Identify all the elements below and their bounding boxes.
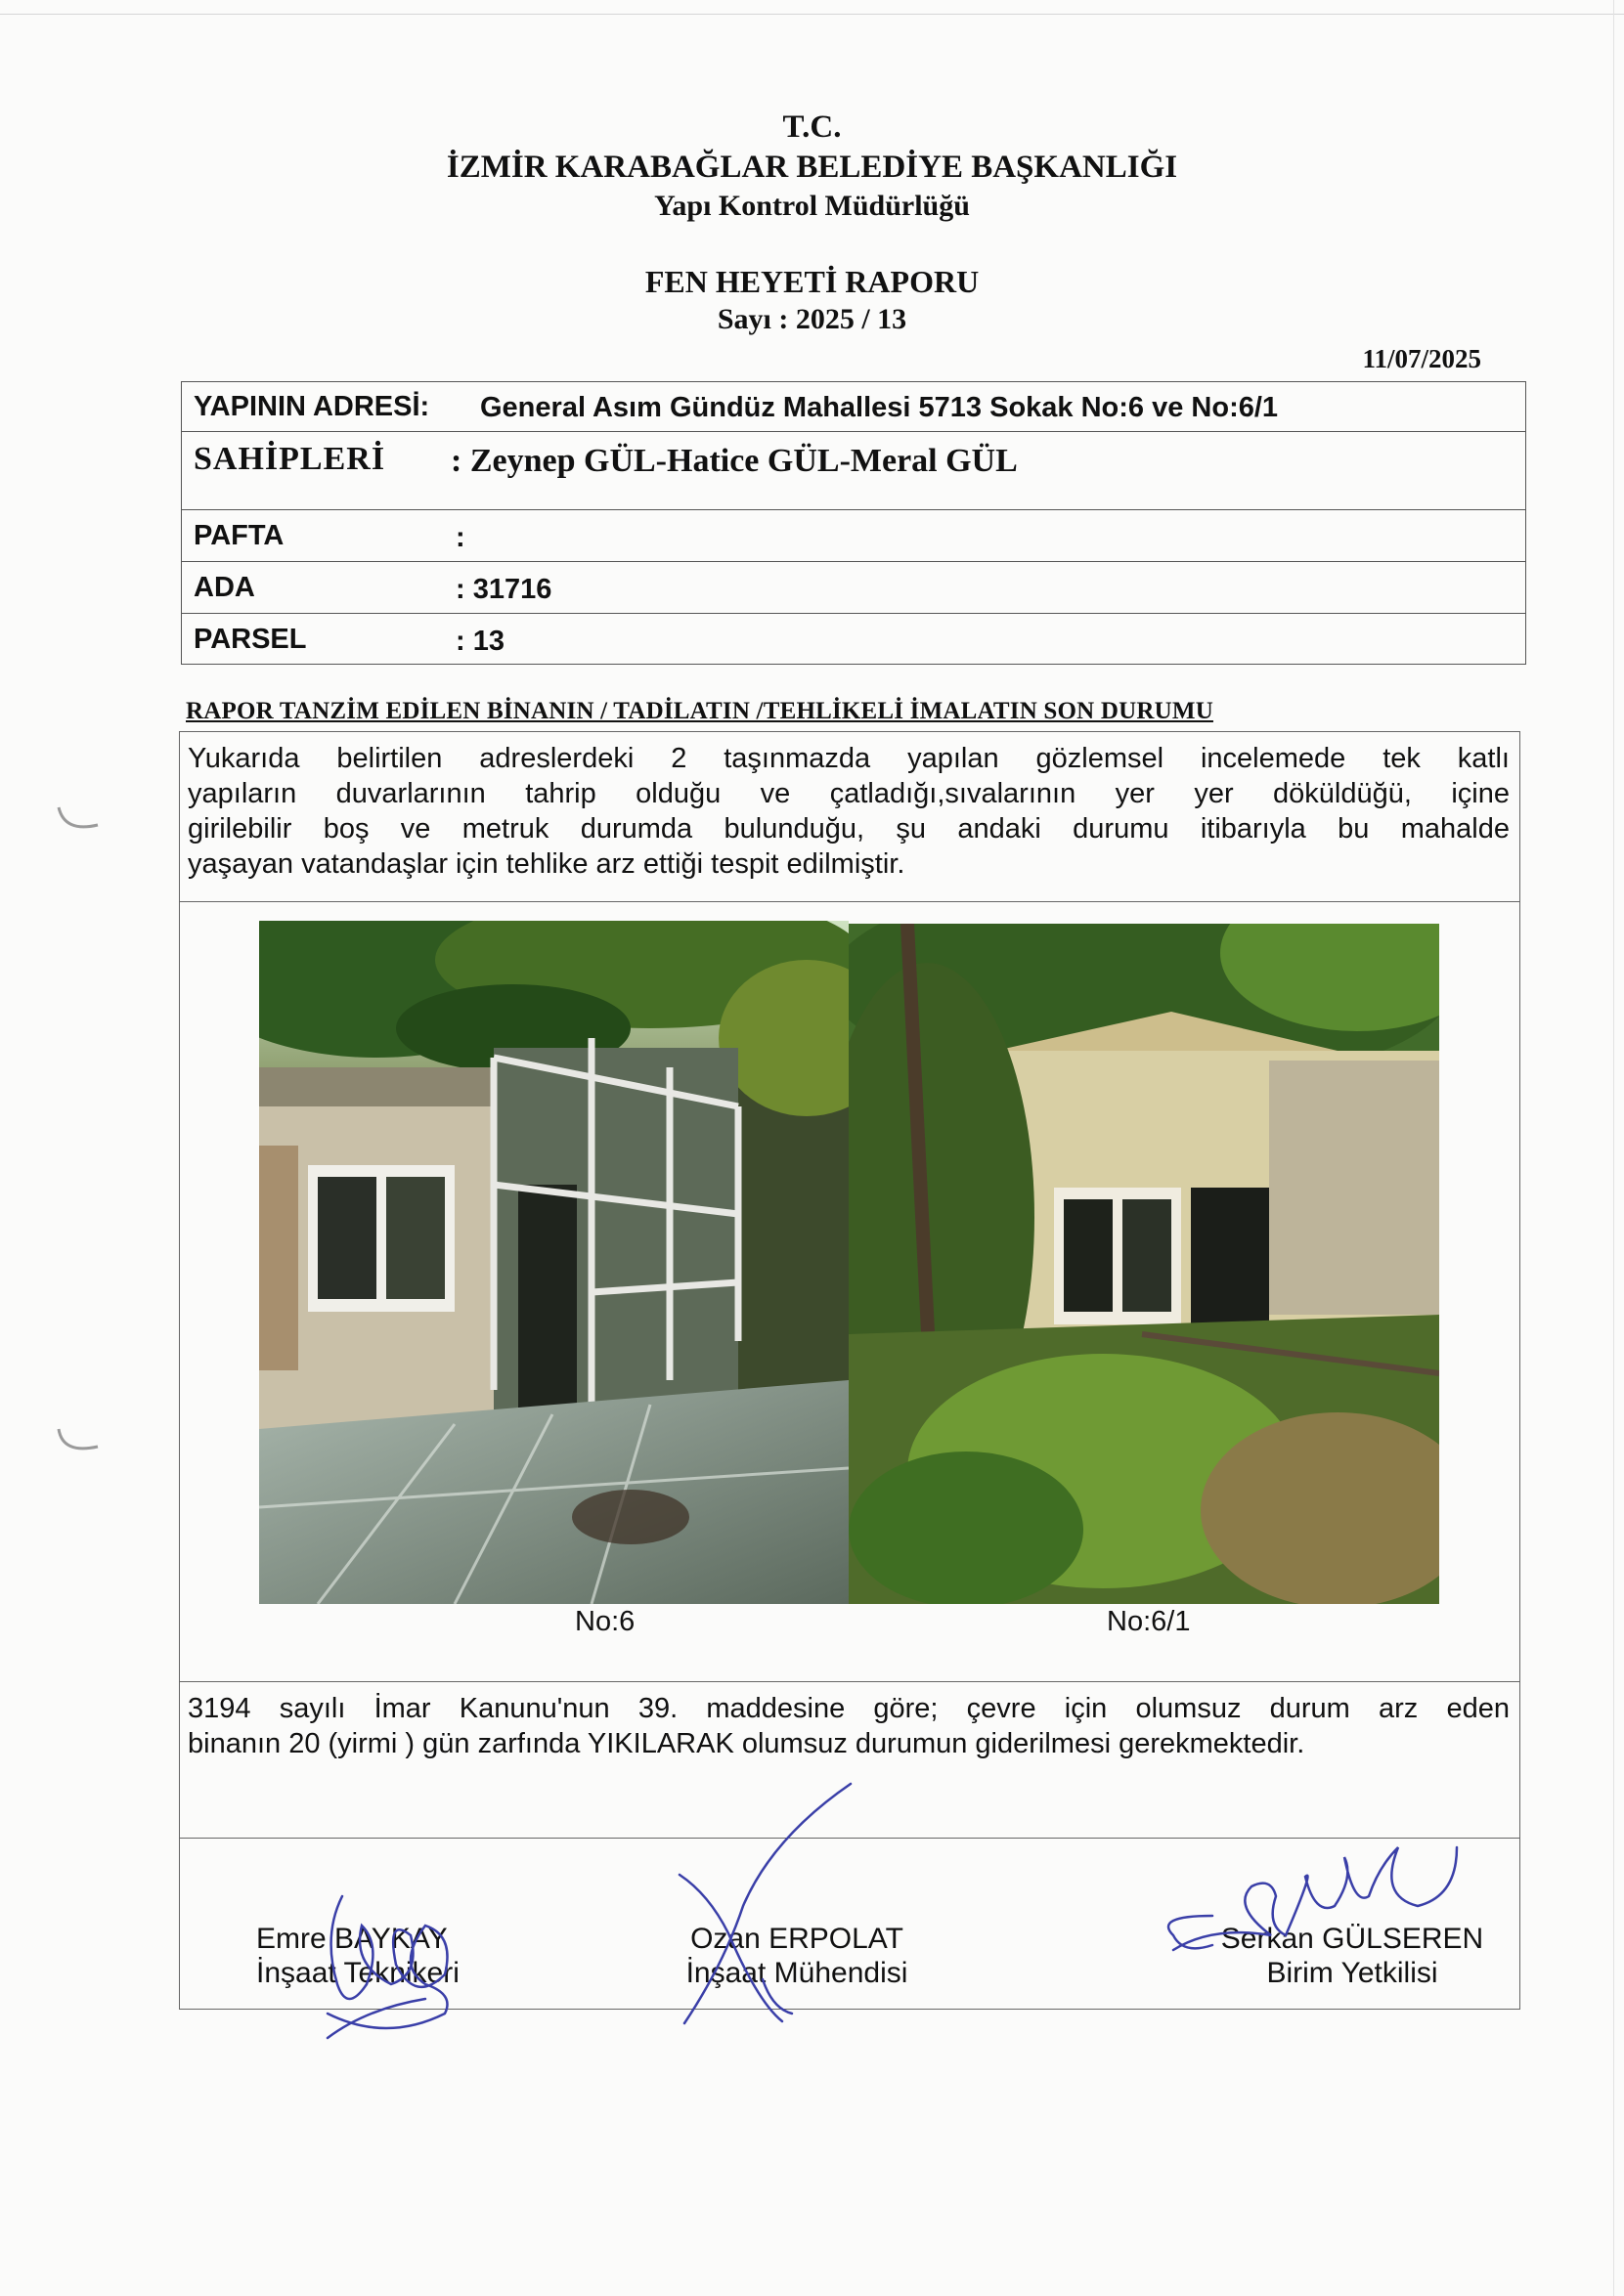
signer-name: Ozan ERPOLAT	[690, 1923, 903, 1955]
header-municipality: İZMİR KARABAĞLAR BELEDİYE BAŞKANLIĞI	[446, 150, 1178, 185]
ada-value: : 31716	[456, 574, 552, 605]
parsel-row	[181, 613, 1526, 665]
photo-building-no6-1	[849, 924, 1439, 1604]
signer-name: Emre BAYKAY	[256, 1923, 448, 1955]
observation-line: yapıların duvarlarının tahrip olduğu ve çatladığı,sıvalarının yer yer döküldüğü, içine	[188, 778, 1510, 809]
photo-building-no6	[259, 921, 849, 1604]
owners-row	[181, 431, 1526, 510]
report-number: Sayı : 2025 / 13	[717, 303, 907, 335]
pafta-row	[181, 509, 1526, 562]
caption-no6: No:6	[575, 1606, 636, 1637]
decision-text	[188, 1691, 1510, 1761]
decision-line: 3194 sayılı İmar Kanunu'nun 39. maddesine göre; çevre için olumsuz durum arz eden	[188, 1693, 1510, 1724]
caption-no6-1: No:6/1	[1107, 1606, 1191, 1637]
report-title: FEN HEYETİ RAPORU	[644, 264, 980, 299]
address-label: YAPININ ADRESİ:	[194, 391, 430, 422]
observation-line: girilebilir boş ve metruk durumda bulunduğu, şu andaki durumu itibarıyla bu mahalde	[188, 813, 1510, 845]
observation-line: Yukarıda belirtilen adreslerdeki 2 taşınmazda yapılan gözlemsel incelemede tek katlı	[188, 743, 1510, 774]
signer-title: İnşaat Teknikeri	[256, 1957, 460, 1989]
page-edge	[1613, 0, 1614, 2296]
signer-name: Serkan GÜLSEREN	[1220, 1923, 1484, 1955]
address-row	[181, 381, 1526, 432]
signer-title: Birim Yetkilisi	[1266, 1957, 1438, 1989]
section-title: RAPOR TANZİM EDİLEN BİNANIN / TADİLATIN /TEHLİKELİ İMALATIN SON DURUMU	[186, 698, 1213, 724]
pafta-value: :	[456, 522, 465, 553]
signature-block-gulseren	[1201, 1922, 1504, 1990]
address-value: General Asım Gündüz Mahallesi 5713 Sokak No:6 ve No:6/1	[480, 392, 1279, 423]
observation-text	[188, 741, 1510, 882]
punch-hole-icon	[55, 1423, 106, 1460]
pafta-label: PAFTA	[194, 520, 285, 551]
signature-block-baykay	[256, 1922, 501, 1990]
header-directorate: Yapı Kontrol Müdürlüğü	[654, 190, 970, 222]
owners-value: : Zeynep GÜL-Hatice GÜL-Meral GÜL	[451, 443, 1018, 479]
parsel-value: : 13	[456, 626, 505, 657]
page-edge	[0, 14, 1624, 15]
punch-hole-icon	[55, 800, 106, 837]
observation-line: yaşayan vatandaşlar için tehlike arz ettiği tespit edilmiştir.	[188, 848, 905, 880]
parsel-label: PARSEL	[194, 624, 307, 655]
ada-label: ADA	[194, 572, 255, 603]
ada-row	[181, 561, 1526, 614]
owners-label: SAHİPLERİ	[194, 441, 386, 477]
header-tc: T.C.	[782, 109, 842, 145]
signature-block-erpolat	[670, 1922, 924, 1990]
signer-title: İnşaat Mühendisi	[685, 1957, 908, 1989]
report-date: 11/07/2025	[1362, 344, 1481, 373]
decision-line: binanın 20 (yirmi ) gün zarfında YIKILARAK olumsuz durumun giderilmesi gerekmektedir.	[188, 1728, 1305, 1759]
